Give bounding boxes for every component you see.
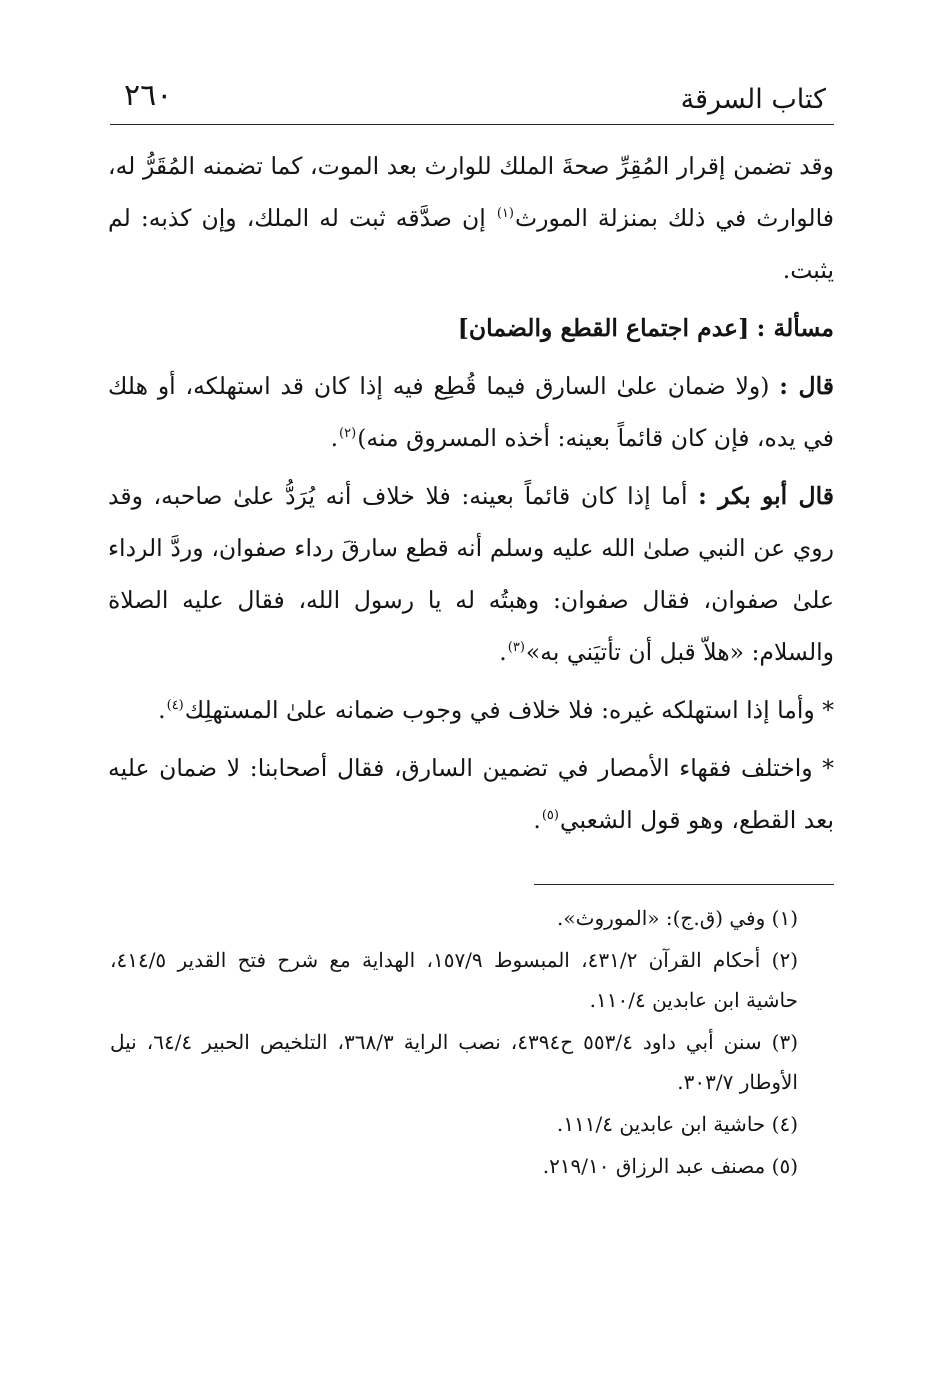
footnotes <box>110 898 834 1188</box>
paragraph-2-end: . <box>330 424 339 452</box>
footnote-ref-2: (٢) <box>339 426 357 441</box>
paragraph-1-text-a: وقد تضمن إقرار المُقِرِّ صحةَ الملك للوارث بعد الموت، كما تضمنه المُقَرُّ له، فالوارث في ذلك بمنزلة المورث <box>108 152 834 232</box>
footnote-2: (٢) أحكام القرآن ٤٣١/٢، المبسوط ١٥٧/٩، الهداية مع شرح فتح القدير ٤١٤/٥، حاشية ابن عابدين ١١٠/٤. <box>110 948 799 1012</box>
paragraph-4-text: * وأما إذا استهلكه غيره: فلا خلاف في وجوب ضمانه علىٰ المستهلِك <box>184 696 834 724</box>
paragraph-3-text: أما إذا كان قائماً بعينه: فلا خلاف أنه يُرَدُّ علىٰ صاحبه، وقد روي عن النبي صلىٰ الله عليه وسلم أنه قطع سارقَ رداء صفوان، وردَّ الرداء علىٰ صفوان، فقال صفوان: وهبتُه له يا رسول الله، فقال عليه الصلاة والسلام: «هلاّ قبل أن تأتيَني به» <box>108 482 834 666</box>
issue-label: مسألة : <box>756 314 834 342</box>
footnote-ref-5: (٥) <box>541 808 559 823</box>
footnote-3: (٣) سنن أبي داود ٥٥٣/٤ ح٤٣٩٤، نصب الراية ٣٦٨/٣، التلخيص الحبير ٦٤/٤، نيل الأوطار ٣٠٣/٧. <box>110 1030 799 1094</box>
chapter-title: كتاب السرقة <box>680 84 826 115</box>
footnote-5: (٥) مصنف عبد الرزاق ٢١٩/١٠. <box>542 1154 798 1178</box>
footnote-ref-1: (١) <box>496 206 514 221</box>
running-header <box>110 72 834 125</box>
paragraph-3-label: قال أبو بكر : <box>698 482 834 510</box>
footnote-4: (٤) حاشية ابن عابدين ١١١/٤. <box>556 1112 798 1136</box>
paragraph-3 <box>108 470 834 678</box>
footnote-ref-3: (٣) <box>507 640 525 655</box>
paragraph-4 <box>108 684 834 736</box>
footnote-1: (١) وفي (ق.ج): «الموروث». <box>557 906 798 930</box>
paragraph-2 <box>108 360 834 464</box>
issue-title: [عدم اجتماع القطع والضمان] <box>457 314 750 342</box>
paragraph-2-label: قال : <box>779 372 834 400</box>
paragraph-5-end: . <box>533 806 541 834</box>
paragraph-4-end: . <box>158 696 166 724</box>
paragraph-3-end: . <box>499 638 507 666</box>
footnote-ref-4: (٤) <box>166 698 184 713</box>
issue-heading <box>108 302 834 354</box>
paragraph-2-text: (ولا ضمان علىٰ السارق فيما قُطِع فيه إذا كان قد استهلكه، أو هلك في يده، فإن كان قائماً بعينه: أخذه المسروق منه) <box>108 372 834 452</box>
paragraph-1-text-b: إن صدَّقه ثبت له الملك، وإن كذبه: لم يثبت. <box>108 204 834 284</box>
paragraph-5-text: * واختلف فقهاء الأمصار في تضمين السارق، فقال أصحابنا: لا ضمان عليه بعد القطع، وهو قول الشعبي <box>108 754 834 834</box>
paragraph-1 <box>108 140 834 296</box>
main-text <box>108 140 834 852</box>
footnote-separator <box>534 884 834 885</box>
page-number: ٢٦٠ <box>124 78 173 113</box>
paragraph-5 <box>108 742 834 846</box>
